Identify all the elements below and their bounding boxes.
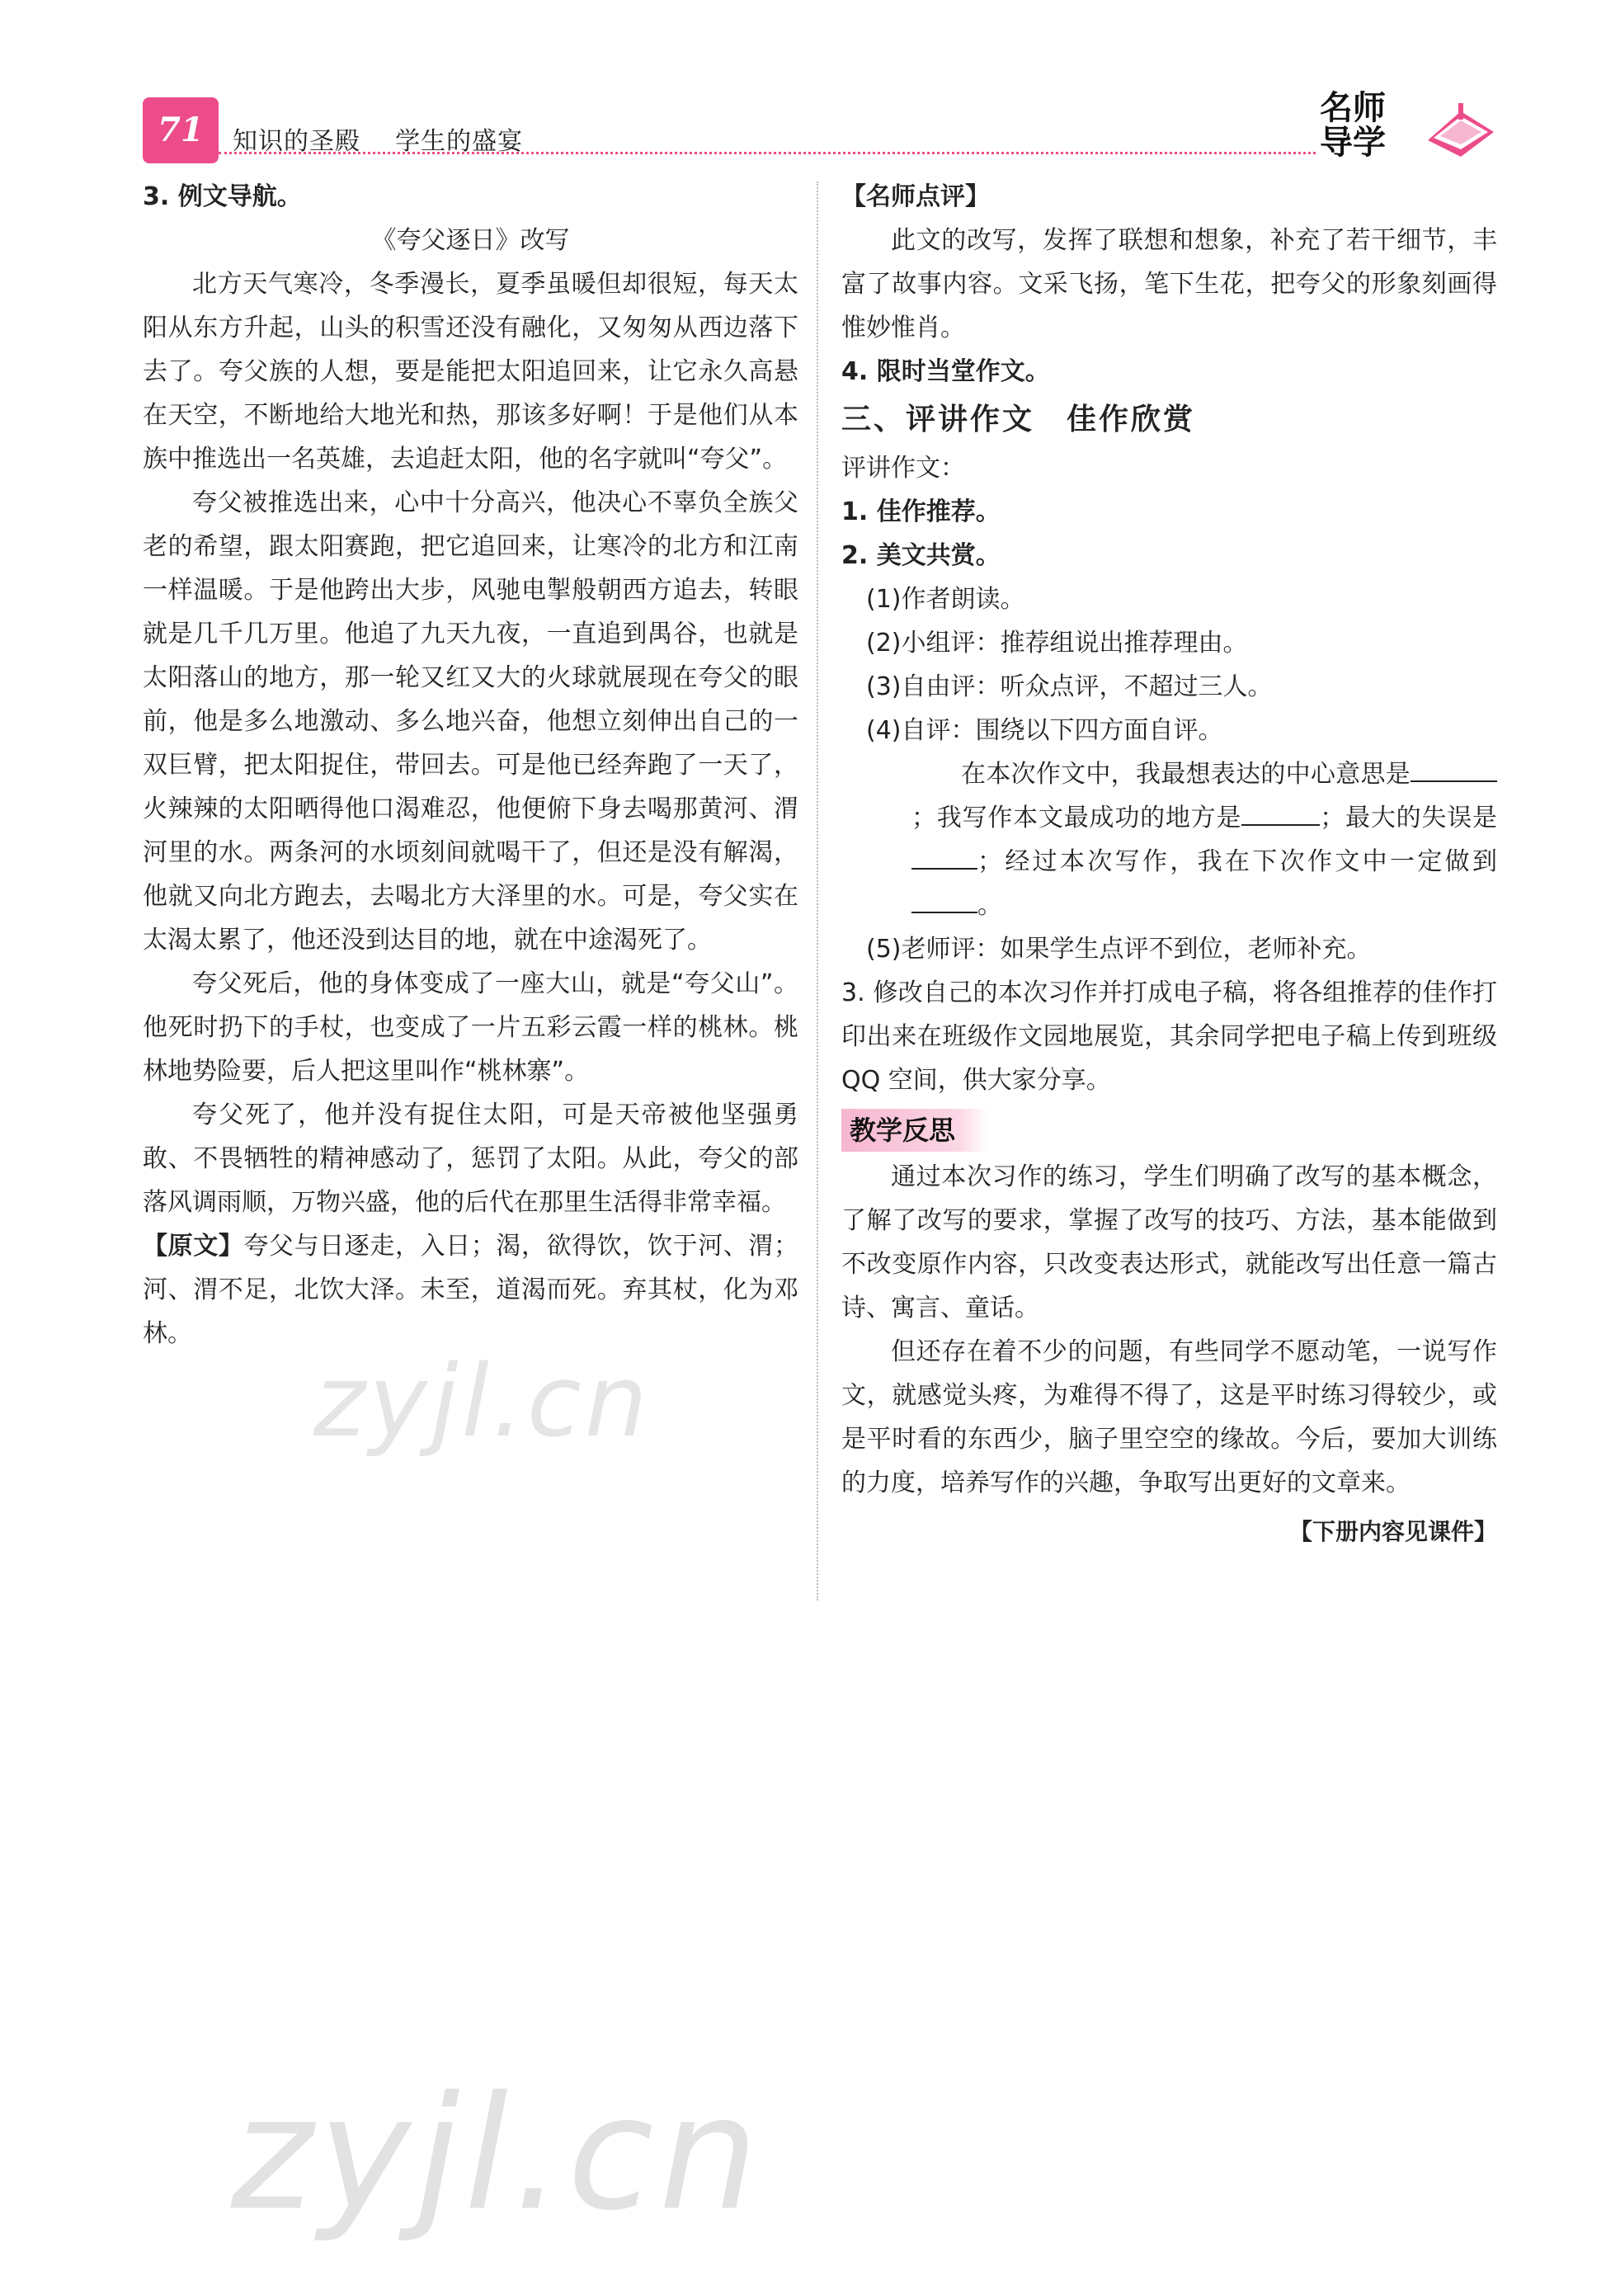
teacher-comment-label: 【名师点评】 — [841, 182, 990, 211]
essay-title: 《夸父逐日》改写 — [371, 226, 570, 255]
item-4-heading: 4. 限时当堂作文。 — [841, 357, 1050, 386]
self-eval-text-a: 在本次作文中，我最想表达的中心意思是 — [961, 760, 1411, 789]
column-divider — [817, 182, 818, 1601]
item-3-heading: 3. 例文导航。 — [143, 182, 302, 211]
original-text-block — [143, 1224, 798, 1355]
section-3-heading: 三、评讲作文 佳作欣赏 — [841, 403, 1196, 436]
brand-line2: 导学 — [1320, 124, 1386, 162]
reflection-paragraph-1: 通过本次习作的练习，学生们明确了改写的基本概念，了解了改写的要求，掌握了改写的技巧、方法，基本能做到不改变原作内容，只改变表达形式，就能改写出任意一篇古诗、寓言、童话。 — [841, 1162, 1497, 1322]
review-intro: 评讲作文： — [841, 454, 965, 483]
substep-3: (3)自由评：听众点评，不超过三人。 — [866, 672, 1273, 701]
page-header — [0, 0, 1606, 165]
original-text: 夸父与日逐走，入日；渴，欲得饮，饮于河、渭；河、渭不足，北饮大泽。未至，道渴而死。弃其杖，化为邓林。 — [143, 1232, 799, 1348]
reflection-paragraph-2: 但还存在着不少的问题，有些同学不愿动笔，一说写作文，就感觉头疼，为难得不得了，这是平时练习得较少，或是平时看的东西少，脑子里空空的缘故。今后，要加大训练的力度，培养写作的兴趣，争取写出更好的文章来。 — [841, 1337, 1497, 1497]
review-step-3-text: 3. 修改自己的本次习作并打成电子稿，将各组推荐的佳作打印出来在班级作文园地展览，其余同学把电子稿上传到班级 QQ 空间，供大家分享。 — [841, 978, 1497, 1095]
review-step-2: 2. 美文共赏。 — [841, 541, 1001, 570]
fill-blank-3 — [911, 843, 977, 870]
self-eval-text-c: ；最大的失误是 — [1320, 804, 1498, 832]
self-eval-text-e: 。 — [977, 891, 1002, 920]
fill-blank-2 — [1241, 799, 1320, 826]
original-label: 【原文】 — [143, 1232, 244, 1261]
watermark-mid: zyjl.cn — [313, 1345, 651, 1459]
essay-paragraph-3: 夸父死后，他的身体变成了一座大山，就是“夸父山”。他死时扔下的手杖，也变成了一片五彩云霞一样的桃林。桃林地势险要，后人把这里叫作“桃林寨”。 — [143, 969, 798, 1086]
brand-line1: 名师 — [1320, 89, 1386, 127]
substep-5: (5)老师评：如果学生点评不到位，老师补充。 — [866, 935, 1372, 964]
left-column — [143, 175, 798, 1355]
header-divider — [219, 152, 1316, 154]
substep-2: (2)小组评：推荐组说出推荐理由。 — [866, 629, 1248, 658]
next-volume-note: 【下册内容见课件】 — [1288, 1518, 1497, 1545]
book-icon — [1424, 95, 1498, 161]
fill-blank-4 — [911, 887, 977, 913]
substep-1: (1)作者朗读。 — [866, 585, 1025, 614]
self-eval-text-b: ；我写作本文最成功的地方是 — [911, 804, 1242, 832]
reflection-banner: 教学反思 — [841, 1109, 988, 1152]
essay-paragraph-4: 夸父死了，他并没有捉住太阳，可是天帝被他坚强勇敢、不畏牺牲的精神感动了，惩罚了太阳。从此，夸父的部落风调雨顺，万物兴盛，他的后代在那里生活得非常幸福。 — [143, 1101, 798, 1217]
substep-4: (4)自评：围绕以下四方面自评。 — [866, 716, 1223, 745]
page-number: 71 — [143, 97, 219, 163]
review-step-3 — [841, 971, 1497, 1102]
right-column — [841, 175, 1497, 1553]
brand-logo — [1320, 91, 1422, 165]
fill-blank-1 — [1411, 756, 1497, 782]
self-evaluation-template — [841, 752, 1497, 927]
teacher-comment-text: 此文的改写，发挥了联想和想象，补充了若干细节，丰富了故事内容。文采飞扬，笔下生花，把夸父的形象刻画得惟妙惟肖。 — [841, 226, 1497, 342]
self-eval-text-d: ；经过本次写作，我在下次作文中一定做到 — [977, 847, 1497, 876]
essay-paragraph-1: 北方天气寒冷，冬季漫长，夏季虽暖但却很短，每天太阳从东方升起，山头的积雪还没有融化，又匆匆从西边落下去了。夸父族的人想，要是能把太阳追回来，让它永久高悬在天空，不断地给大地光和热，那该多好啊！于是他们从本族中推选出一名英雄，去追赶太阳，他的名字就叫“夸父”。 — [143, 270, 798, 474]
essay-paragraph-2: 夸父被推选出来，心中十分高兴，他决心不辜负全族父老的希望，跟太阳赛跑，把它追回来，让寒冷的北方和江南一样温暖。于是他跨出大步，风驰电掣般朝西方追去，转眼就是几千几万里。他追了九天九夜，一直追到禺谷，也就是太阳落山的地方，那一轮又红又大的火球就展现在夸父的眼前，他是多么地激动、多么地兴奋，他想立刻伸出自己的一双巨臂，把太阳捉住，带回去。可是他已经奔跑了一天了，火辣辣的太阳晒得他口渴难忍，他便俯下身去喝那黄河、渭河里的水。两条河的水顷刻间就喝干了，但还是没有解渴，他就又向北方跑去，去喝北方大泽里的水。可是，夸父实在太渴太累了，他还没到达目的地，就在中途渴死了。 — [143, 488, 798, 955]
watermark-bottom: zyjl.cn — [231, 2063, 764, 2245]
header-title: 知识的圣殿 学生的盛宴 — [233, 127, 524, 156]
review-step-1: 1. 佳作推荐。 — [841, 497, 1001, 526]
